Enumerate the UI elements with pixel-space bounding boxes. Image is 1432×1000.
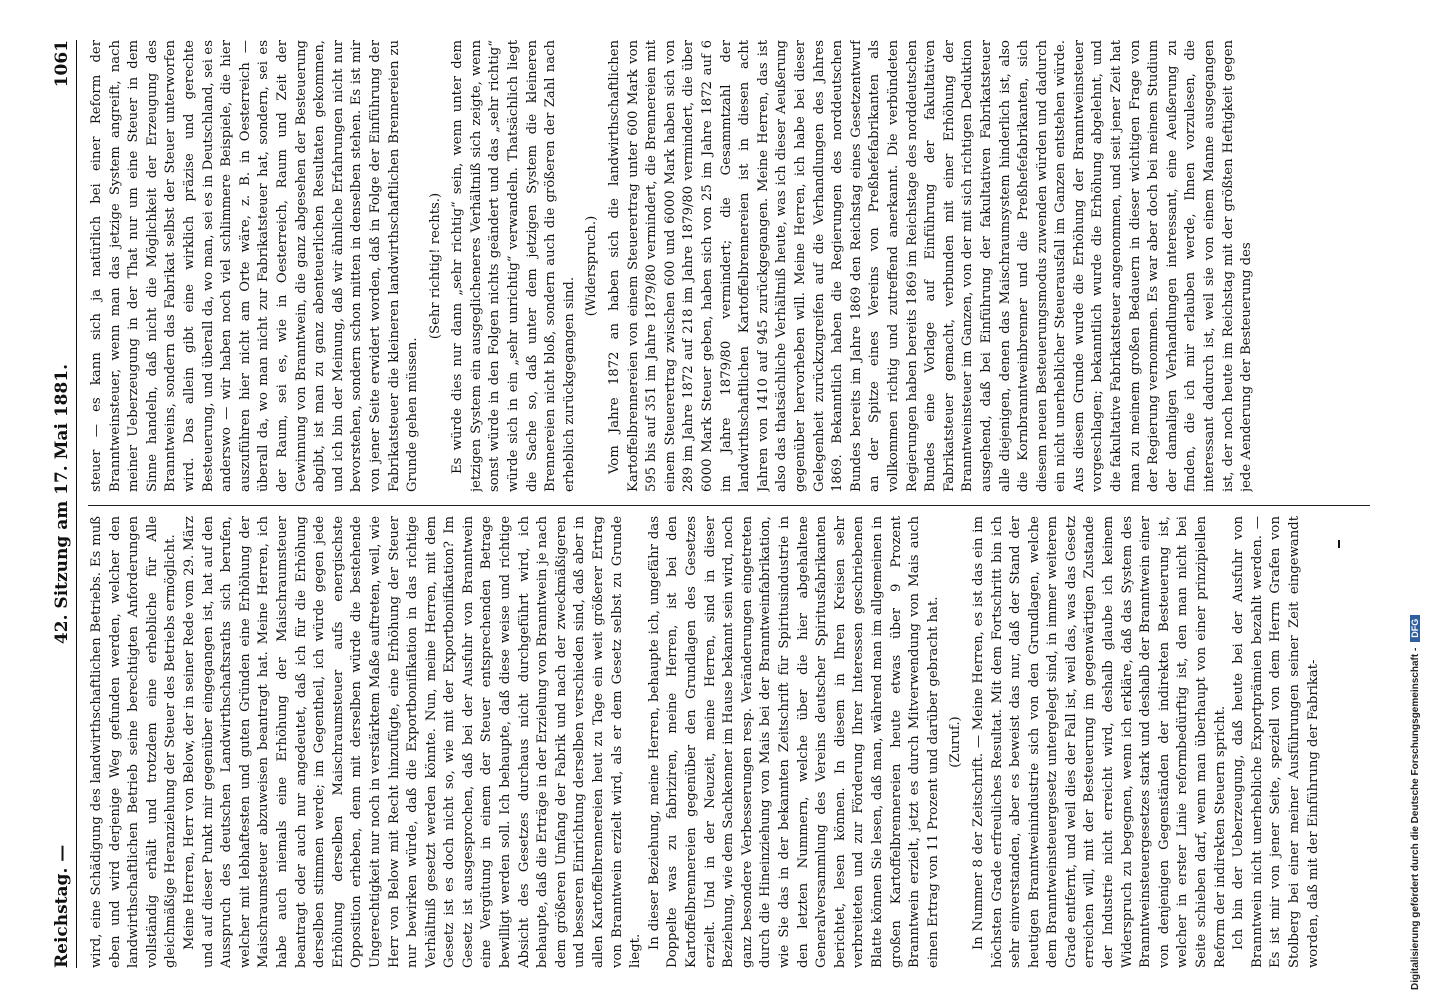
paragraph: steuer — es kann sich ja natürlich bei einer Reform der Branntweinsteuer, wenn man das jetzige System angreift, nach meiner Ueberzeugung in der That nur um eine Steuer in dem Sinne handeln, daß nicht die Möglichkeit der Erzeugung des Branntweins, sondern das Fabrikat selbst der Steuer unterworfen wird. Das allein gibt eine wirklich präzise und gerechte Besteuerung, und überall da, wo man, sei es in Deutschland, sei es anderswo — wir haben noch viel schlimmere Beispiele, die hier auszuführen hier nicht am Orte wäre, z. B. in Oesterreich — überall da, wo man nicht zur Fabrikatsteuer hat, sondern, sei es der Raum, sei es, wie in Oesterreich, Raum und Zeit der Gewinnung von Branntwein, die ganz abgesehen der Besteuerung abgibt, ist man zu ganz abenteuerlichen Resultaten gekommen, und ich bin der Meinung, daß wir ähnliche Erfahrungen nicht nur bevorstehen, sondern schon mitten in denselben stehen. Es ist mir von jener Seite erwidert worden, daß in Folge der Einführung der Fabrikatsteuer die kleineren landwirthschaftlichen Brennereien zu Grunde gehen müssen. xyxy=(89,40,421,492)
scan-mark xyxy=(1338,540,1340,548)
digitization-note-text: Digitalisierung gefördert durch die Deutsche Forschungsgemeinschaft - xyxy=(1410,647,1421,990)
header-title: 42. Sitzung am 17. Mai 1881. xyxy=(52,363,72,645)
interjection: (Zuruf.) xyxy=(948,716,964,768)
page-number: 1061 xyxy=(52,40,72,88)
page-header xyxy=(46,40,77,968)
dfg-logo: DFG xyxy=(1410,615,1420,642)
digitization-note xyxy=(1410,30,1421,990)
paragraph: Es würde dies nur dann „sehr richtig“ sein, wenn unter dem jetzigen System ein ausgeglicheneres Verhältniß sich zeigte, wenn sonst würde in den Folgen nichts geändert und das „sehr richtig“ würde sich in ein „sehr unrichtig“ verwandeln. Thatsächlich liegt die Sache so, daß unter dem jetzigen System die kleineren Brennereien nicht bloß, sondern auch die größeren der Zahl nach erheblich zurückgegangen sind. xyxy=(450,40,577,492)
left-column xyxy=(88,516,1370,968)
paragraph: Vom Jahre 1872 an haben sich die landwirthschaftlichen Kartoffelbrennereien von einem Steuerertrag unter 600 Mark von 595 bis auf 351 im Jahre 1879/80 vermindert, die Brennereien mit einem Steuerertrag zwischen 600 und 6000 Mark haben sich von 289 im Jahre 1872 auf 218 im Jahre 1879/80 vermindert, die über 6000 Mark Steuer geben, haben sich von 25 im Jahre 1872 auf 6 im Jahre 1879/80 vermindert; die Gesammtzahl der landwirthschaftlichen Kartoffelbrennereien ist in diesen acht Jahren von 1410 auf 945 zurückgegangen. Meine Herren, das ist also das thatsächliche Verhältniß heute, was ich dieser Aeußerung gegenüber hervorheben will. Meine Herren, ich habe bei dieser Gelegenheit zurückzugreifen auf die Verhandlungen des Jahres 1869. Bekanntlich haben die Regierungen des norddeutschen Bundes bereits im Jahre 1869 den Reichstag eines Gesetzentwurf an der Spitze eines Vereins von Preßhefefabrikanten als vollkommen richtig und zutreffend anerkannt. Die verbündeten Regierungen haben bereits 1869 im Reichstage des norddeutschen Bundes eine Vorlage auf Einführung der fakultativen Fabrikatsteuer gemacht, verbunden mit einer Erhöhung der Branntweinsteuer im Ganzen, von der mit sich richtigen Deduktion ausgehend, daß bei Einführung der fakultativen Fabrikatsteuer alle diejenigen, denen das Maischraumsystem hinderlich ist, also die Kornbranntweinbrenner und die Preßhefefabrikanten, sich diesem neuen Besteuerungsmodus zuwenden würden und dadurch ein nicht unerheblicher Steuerausfall im Ganzen entstehen würde. Aus diesem Grunde wurde die Erhöhung der Branntweinsteuer vorgeschlagen; bekanntlich wurde die Erhöhung abgelehnt, und die fakultative Fabrikatsteuer angenommen, und seit jener Zeit hat man zu meinem großen Bedauern in dieser wichtigen Frage von der Regierung vernommen. Es war aber doch bei meinem Studium der damaligen Verhandlungen interessant, eine Aeußerung zu finden, die ich mir erlauben werde, Ihnen vorzulesen, die interessant dadurch ist, weil sie von einem Manne ausgegangen ist, der noch heute im Reichstag mit der größten Heftigkeit gegen jede Aenderung der Besteuerung des xyxy=(607,40,1255,492)
paragraph: In Nummer 8 der Zeitschrift. — Meine Herren, es ist das ein im höchsten Grade erfreuliches Resultat. Mit dem Fortschritt bin ich sehr einverstanden, aber es beweist das nur, daß der Stand der heutigen Branntweinindustrie sich von den Grundlagen, welche dem Branntweinsteuergesetz untergelegt sind, in immer weiterem Grade entfernt, und weil dies der Fall ist, weil das, was das Gesetz erreichen will, mit der Besteuerung im gegenwärtigen Zustande der Industrie nicht erreicht wird, deshalb glaube ich keinem Widerspruch zu begegnen, wenn ich erkläre, daß das System des Branntweinsteuergesetzes stark und deshalb der Branntwein einer von denjenigen Gegenständen der indirekten Besteuerung ist, welcher in erster Linie reformbedürftig ist, den man nicht bei Seite schieben darf, wenn man überhaupt von einer prinzipiellen Reform der indirekten Steuern spricht. xyxy=(970,516,1228,968)
paragraph: Ich bin der Ueberzeugung, daß heute bei der Ausfuhr von Branntwein nicht unerhebliche Exportprämien bezahlt werden. — Es ist mir von jener Seite, speziell von dem Herrn Grafen von Stolberg bei einer meiner Ausführungen seiner Zeit eingewandt worden, daß mit der Einführung der Fabrikat- xyxy=(1231,516,1321,968)
interjection: (Widerspruch.) xyxy=(584,215,600,317)
column-divider xyxy=(88,505,1370,506)
header-left: Reichstag. — xyxy=(52,844,72,968)
interjection: (Sehr richtig! rechts.) xyxy=(427,192,443,340)
right-column xyxy=(88,40,1370,492)
paragraph: wird, eine Schädigung des landwirthschaftlichen Betriebs. Es muß eben und wird derjenige Weg gefunden werden, welcher den landwirthschaftlichen Betrieb seine berechtigten Anforderungen vollständig erhält und trotzdem eine erhebliche für Alle gleichmäßige Heranziehung der Steuer des Betriebs ermöglicht. xyxy=(89,516,179,968)
paragraph: Meine Herren, Herr von Below, der in seiner Rede vom 29. März und auf dieser Punkt mir gegenüber eingegangen ist, hat auf den Ausspruch des deutschen Landwirthschaftsraths sich berufen, welcher mit lebhaftesten und guten Gründen eine Erhöhung der Maischraumsteuer abzuweisen beantragt hat. Meine Herren, ich habe auch niemals eine Erhöhung der Maischraumsteuer beantragt oder auch nur angedeutet, daß ich für die Erhöhung derselben stimmen werde; im Gegentheil, ich würde gegen jede Erhöhung derselben Maischraumsteuer aufs energischste Opposition erheben, denn mit derselben würde die bestehende Ungerechtigkeit nur noch in verstärktem Maße auftreten, weil, wie Herr von Below mit Recht hinzufügte, eine Erhöhung der Steuer nur bewirken würde, daß die Exportbonifikation in das richtige Verhältniß gesetzt werden könnte. Nun, meine Herren, mit dem Gesetz ist es doch nicht so, wie mit der Exportbonifikation? Im Gesetz ist ausgesprochen, daß bei der Ausfuhr von Branntwein eine Vergütung in einem der Steuer entsprechenden Betrage bewilligt werden soll. Ich behaupte, daß diese weise und richtige Absicht des Gesetzes durchaus nicht durchgeführt wird, ich behaupte, daß die Erträge in der Erzielung von Branntwein je nach dem größeren Umfang der Fabrik und nach der zweckmäßigeren und besseren Einrichtung derselben verschieden sind, daß aber in allen Kartoffelbrennereien heut zu Tage ein weit größerer Ertrag von Branntwein erzielt wird, als er dem Gesetz selbst zu Grunde liegt. xyxy=(181,516,644,968)
paragraph: In dieser Beziehung, meine Herren, behaupte ich, ungefähr das Doppelte was zu fabriziren, meine Herren, ist bei den Kartoffelbrennereien gegenüber den Grundlagen des Gesetzes erzielt. Und in der Neuzeit, meine Herren, sind in dieser Beziehung, wie dem Sachkenner im Hause bekannt sein wird, noch ganz besondere Verbesserungen resp. Veränderungen eingetreten durch die Hineinziehung von Mais bei der Branntweinfabrikation, wie Sie das in der bekannten Zeitschrift für Spiritusindustrie in den letzten Nummern, welche über die hier abgehaltene Generalversammlung des Vereins deutscher Spiritusfabrikanten berichtet, lesen können. In diesem in Ihren Kreisen sehr verbreiteten und zur Förderung Ihrer Interessen geschriebenen Blatte können Sie lesen, daß man, während man im allgemeinen in großen Kartoffelbrennereien heute etwas über 9 Prozent Branntwein erzielt, jetzt es durch Mitverwendung von Mais auch einen Ertrag von 11 Prozent und darüber gebracht hat. xyxy=(646,516,941,968)
